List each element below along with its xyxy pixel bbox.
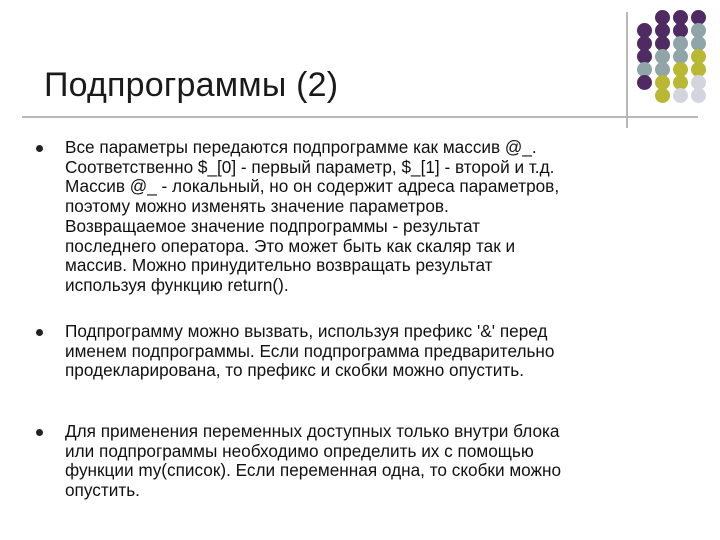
decorative-dot xyxy=(673,88,688,103)
decorative-dot-grid xyxy=(637,10,720,106)
slide-title: Подпрограммы (2) xyxy=(44,66,339,104)
bullet-line: последнего оператора. Это может быть как скаляр так и xyxy=(65,235,516,256)
bullet-item xyxy=(36,322,700,381)
bullet-line: именем подпрограммы. Если подпрограмма предварительно xyxy=(65,340,555,361)
bullet-text xyxy=(65,138,700,296)
bullet-line: продекларирована, то префикс и скобки можно опустить. xyxy=(65,360,524,381)
bullet-line: массив. Можно принудительно возвращать результат xyxy=(65,255,493,276)
title-underline xyxy=(22,116,698,118)
bullet-line: используя функцию return(). xyxy=(65,274,289,295)
bullet-line: Массив @_ - локальный, но он содержит адреса параметров, xyxy=(65,176,560,197)
bullet-item xyxy=(36,422,700,501)
bullet-line: функции my(список). Если переменная одна, то скобки можно xyxy=(65,460,562,481)
bullet-text xyxy=(65,422,700,501)
bullet-line: опустить. xyxy=(65,480,140,501)
bullet-line: поэтому можно изменять значение параметров. xyxy=(65,196,449,217)
bullet-line: Соответственно $_[0] - первый параметр, $_[1] - второй и т.д. xyxy=(65,156,555,177)
bullet-line: Подпрограмму можно вызвать, используя префикс '&' перед xyxy=(65,321,548,341)
bullet-line: Все параметры передаются подпрограмме как массив @_. xyxy=(65,137,537,157)
bullet-dot-icon xyxy=(36,329,43,336)
bullet-text xyxy=(65,322,700,381)
bullet-dot-icon xyxy=(36,145,43,152)
decorative-dot xyxy=(637,75,652,90)
bullet-line: Возвращаемое значение подпрограммы - результат xyxy=(65,215,481,236)
decorative-dot xyxy=(655,88,670,103)
bullet-item xyxy=(36,138,700,296)
vertical-divider xyxy=(626,12,628,128)
bullet-line: Для применения переменных доступных только внутри блока xyxy=(65,421,560,441)
bullet-dot-icon xyxy=(36,429,43,436)
bullet-line: или подпрограммы необходимо определить их с помощью xyxy=(65,440,534,461)
decorative-dot xyxy=(691,88,706,103)
